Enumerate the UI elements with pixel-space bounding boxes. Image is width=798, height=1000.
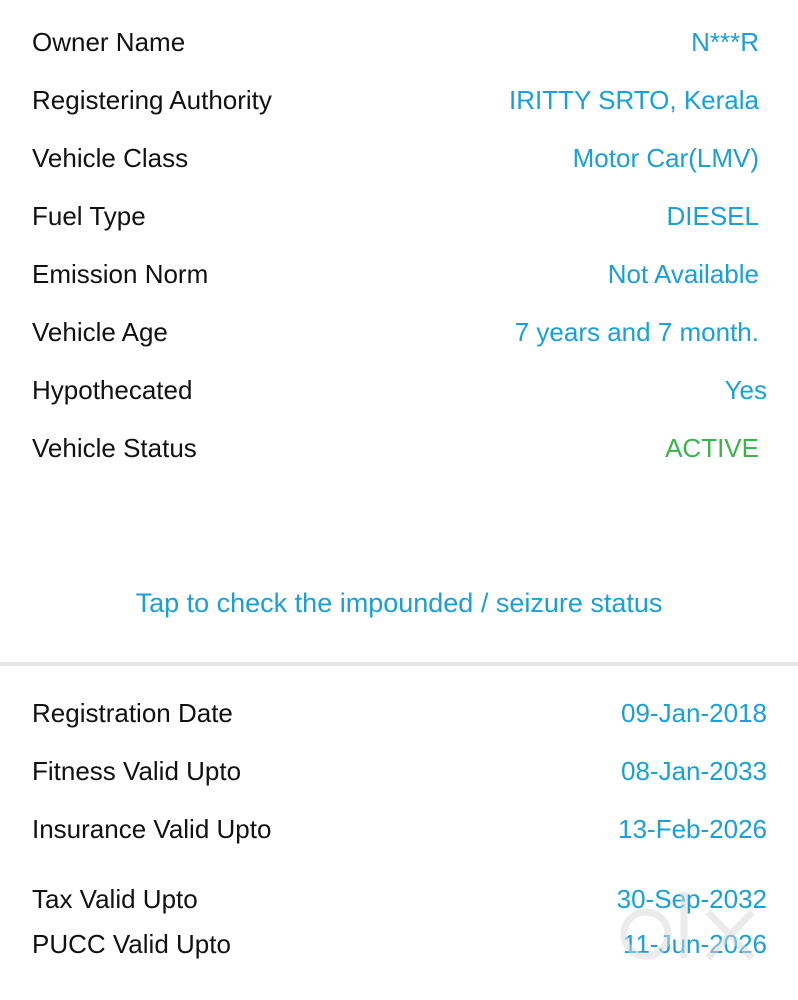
vehicle-status-row [32,428,767,468]
vehicle-status-badge: ACTIVE [665,433,759,463]
registration-date-row [32,693,767,733]
hypothecated-label: Hypothecated [32,375,193,405]
insurance-valid-row [32,809,767,849]
insurance-valid-label: Insurance Valid Upto [32,814,272,844]
emission-norm-row [32,254,767,294]
fuel-type-label: Fuel Type [32,201,146,231]
registering-authority-value: IRITTY SRTO, Kerala [509,85,759,115]
pucc-valid-row [32,924,767,964]
fuel-type-value: DIESEL [666,201,759,231]
fitness-valid-label: Fitness Valid Upto [32,756,242,786]
emission-norm-label: Emission Norm [32,259,209,289]
vehicle-class-label: Vehicle Class [32,143,189,173]
owner-name-row [32,22,767,62]
hypothecated-value[interactable]: Yes [724,375,767,405]
vehicle-status-label: Vehicle Status [32,433,197,463]
registering-authority-row [32,80,767,120]
vehicle-age-row [32,312,767,352]
vehicle-age-value: 7 years and 7 month. [514,317,759,347]
vehicle-class-row [32,138,767,178]
registration-date-value: 09-Jan-2018 [621,698,767,728]
owner-name-label: Owner Name [32,27,186,57]
tax-valid-label: Tax Valid Upto [32,884,198,914]
fuel-type-row [32,196,767,236]
tax-valid-value: 30-Sep-2032 [616,884,767,914]
emission-norm-value: Not Available [607,259,759,289]
owner-name-value: N***R [691,27,759,57]
vehicle-age-label: Vehicle Age [32,317,168,347]
impound-status-link[interactable]: Tap to check the impounded / seizure status [135,588,663,618]
fitness-valid-row [32,751,767,791]
fitness-valid-value: 08-Jan-2033 [621,756,767,786]
pucc-valid-label: PUCC Valid Upto [32,929,231,959]
hypothecated-row [32,370,767,410]
tax-valid-row [32,879,767,919]
pucc-valid-value: 11-Jun-2026 [622,929,767,959]
registration-date-label: Registration Date [32,698,233,728]
registering-authority-label: Registering Authority [32,85,272,115]
insurance-valid-value: 13-Feb-2026 [618,814,767,844]
vehicle-class-value: Motor Car(LMV) [572,143,759,173]
section-divider [0,662,798,666]
